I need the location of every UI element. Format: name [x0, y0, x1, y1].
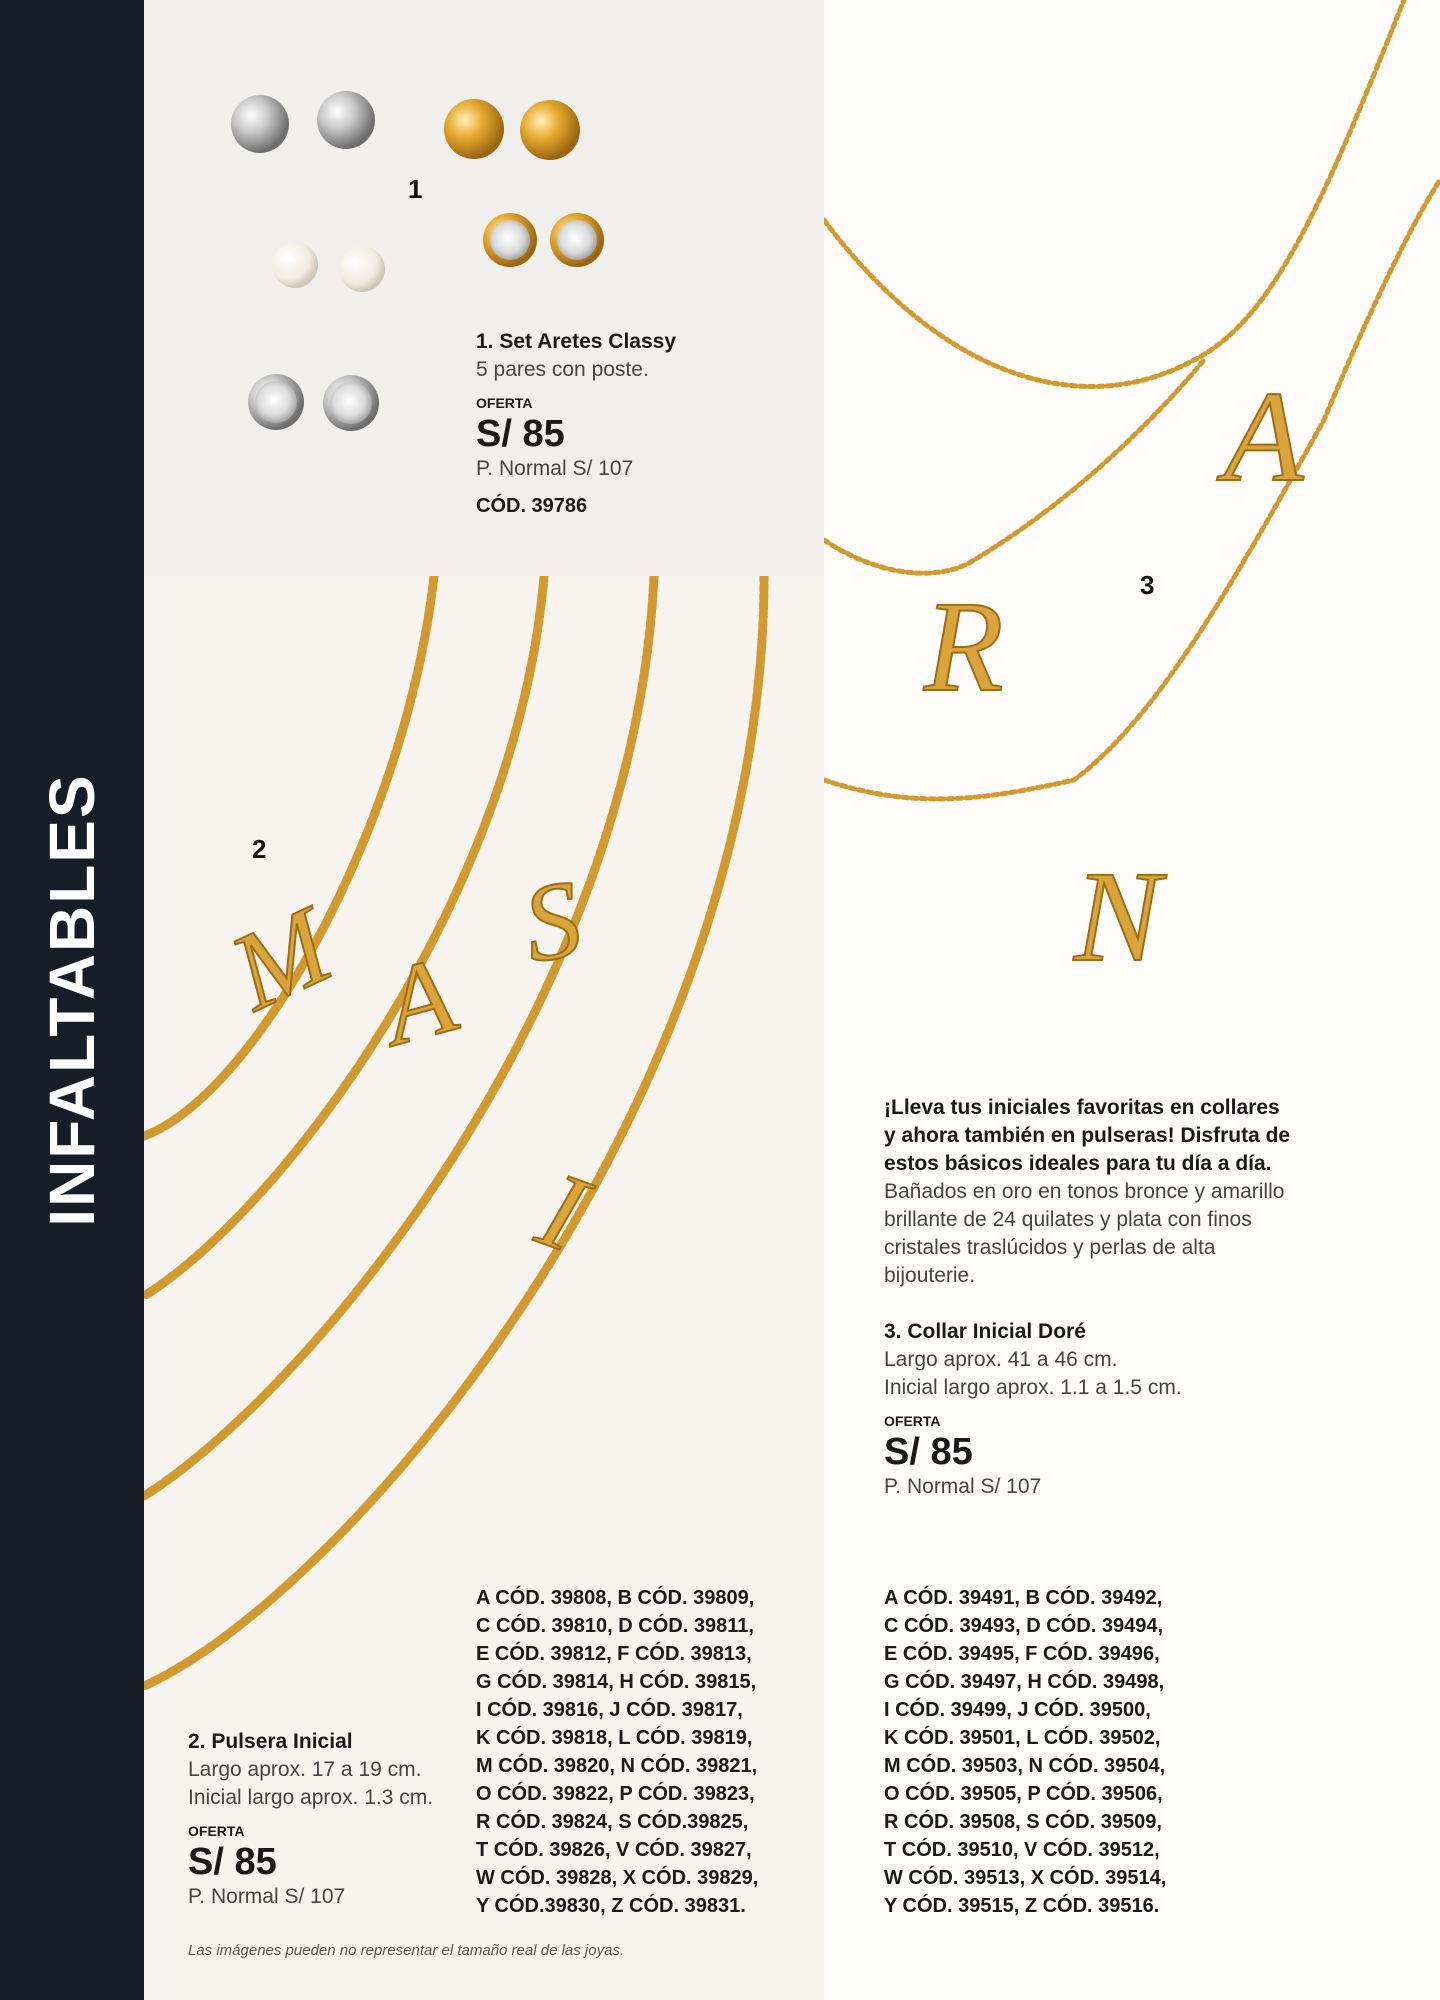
- code-line: R CÓD. 39508, S CÓD. 39509,: [884, 1811, 1162, 1833]
- disclaimer: Las imágenes pueden no representar el tamaño real de las joyas.: [188, 1942, 625, 1959]
- code-line: I CÓD. 39499, J CÓD. 39500,: [884, 1699, 1151, 1721]
- code-line: K CÓD. 39501, L CÓD. 39502,: [884, 1727, 1161, 1749]
- code-line: C CÓD. 39493, D CÓD. 39494,: [884, 1615, 1164, 1637]
- code-line: Y CÓD.39830, Z CÓD. 39831.: [476, 1895, 746, 1917]
- necklace-chain-lower: [824, 180, 1440, 799]
- product3-code-list: [884, 1584, 1166, 1920]
- code-line: K CÓD. 39818, L CÓD. 39819,: [476, 1727, 753, 1749]
- necklace-letter-3: N: [1074, 845, 1161, 989]
- bracelet-letter-4: I: [524, 1147, 601, 1275]
- product-initial-length: Inicial largo aprox. 1.1 a 1.5 cm.: [884, 1376, 1182, 1399]
- bracelet-chain-2: [144, 576, 544, 1296]
- intro-bold-line: y ahora también en pulseras! Disfruta de: [884, 1124, 1291, 1147]
- code-line: W CÓD. 39513, X CÓD. 39514,: [884, 1867, 1167, 1889]
- offer-label: OFERTA: [884, 1413, 941, 1429]
- product-initial-length: Inicial largo aprox. 1.3 cm.: [188, 1786, 434, 1809]
- code-line: E CÓD. 39812, F CÓD. 39813,: [476, 1643, 752, 1665]
- necklace-chain-middle: [824, 360, 1204, 573]
- product-title: 3. Collar Inicial Doré: [884, 1320, 1086, 1343]
- code-line: A CÓD. 39808, B CÓD. 39809,: [476, 1587, 755, 1609]
- product-code: CÓD. 39786: [476, 495, 588, 517]
- code-line: T CÓD. 39510, V CÓD. 39512,: [884, 1839, 1160, 1861]
- code-line: O CÓD. 39505, P CÓD. 39506,: [884, 1783, 1163, 1805]
- code-line: A CÓD. 39491, B CÓD. 39492,: [884, 1587, 1163, 1609]
- code-line: M CÓD. 39503, N CÓD. 39504,: [884, 1755, 1166, 1777]
- necklace-chain-top: [824, 0, 1404, 386]
- product2-info: [188, 1728, 433, 1910]
- code-line: O CÓD. 39822, P CÓD. 39823,: [476, 1783, 755, 1805]
- gold-crystal-earrings: [483, 213, 604, 267]
- silver-crystal-earrings: [248, 374, 379, 431]
- product2-code-list: [476, 1584, 758, 1920]
- intro-line: cristales traslúcidos y perlas de alta: [884, 1236, 1216, 1259]
- bracelet-chain-4: [144, 576, 764, 1686]
- product-length: Largo aprox. 41 a 46 cm.: [884, 1348, 1118, 1371]
- pearl-earrings: [272, 242, 385, 292]
- code-line: Y CÓD. 39515, Z CÓD. 39516.: [884, 1895, 1160, 1917]
- code-line: C CÓD. 39810, D CÓD. 39811,: [476, 1615, 754, 1637]
- bracelet-chain-1: [144, 576, 434, 1136]
- silver-ball-earrings: [231, 91, 375, 153]
- bracelet-letter-1: M: [213, 884, 348, 1034]
- product3-info: [884, 1318, 1182, 1500]
- code-line: M CÓD. 39820, N CÓD. 39821,: [476, 1755, 758, 1777]
- normal-price: P. Normal S/ 107: [476, 457, 634, 480]
- necklace-letter-2: R: [924, 575, 1004, 719]
- section-title: INFALTABLES: [36, 773, 108, 1227]
- necklace-photo: [824, 0, 1440, 1000]
- code-line: G CÓD. 39497, H CÓD. 39498,: [884, 1671, 1165, 1693]
- code-line: R CÓD. 39824, S CÓD.39825,: [476, 1811, 749, 1833]
- product3-intro: [884, 1094, 1354, 1290]
- product-number-1: 1: [408, 174, 423, 204]
- intro-line: brillante de 24 quilates y plata con finos: [884, 1208, 1252, 1231]
- offer-price: S/ 85: [188, 1841, 277, 1883]
- intro-line: bijouterie.: [884, 1264, 976, 1287]
- product-number-3: 3: [1140, 570, 1155, 600]
- bracelet-letter-2: A: [370, 932, 467, 1069]
- intro-bold-line: ¡Lleva tus iniciales favoritas en collares: [884, 1096, 1280, 1119]
- offer-price: S/ 85: [476, 413, 565, 455]
- product-description: 5 pares con poste.: [476, 358, 649, 381]
- gold-ball-earrings: [444, 99, 580, 160]
- product1-info: [476, 328, 676, 520]
- product-title: 2. Pulsera Inicial: [188, 1730, 353, 1753]
- sidebar: [0, 0, 144, 2000]
- product-title: 1. Set Aretes Classy: [476, 330, 677, 353]
- product-number-2: 2: [252, 834, 267, 864]
- bracelet-letter-3: S: [514, 856, 590, 986]
- product-length: Largo aprox. 17 a 19 cm.: [188, 1758, 422, 1781]
- code-line: W CÓD. 39828, X CÓD. 39829,: [476, 1867, 759, 1889]
- code-line: E CÓD. 39495, F CÓD. 39496,: [884, 1643, 1160, 1665]
- offer-label: OFERTA: [476, 395, 533, 411]
- intro-line: Bañados en oro en tonos bronce y amarillo: [884, 1180, 1285, 1203]
- offer-price: S/ 85: [884, 1431, 973, 1473]
- code-line: I CÓD. 39816, J CÓD. 39817,: [476, 1699, 743, 1721]
- normal-price: P. Normal S/ 107: [188, 1885, 346, 1908]
- necklace-letter-1: A: [1224, 365, 1304, 509]
- intro-bold-line: estos básicos ideales para tu día a día.: [884, 1152, 1272, 1175]
- code-line: G CÓD. 39814, H CÓD. 39815,: [476, 1671, 757, 1693]
- offer-label: OFERTA: [188, 1823, 245, 1839]
- normal-price: P. Normal S/ 107: [884, 1475, 1042, 1498]
- code-line: T CÓD. 39826, V CÓD. 39827,: [476, 1839, 752, 1861]
